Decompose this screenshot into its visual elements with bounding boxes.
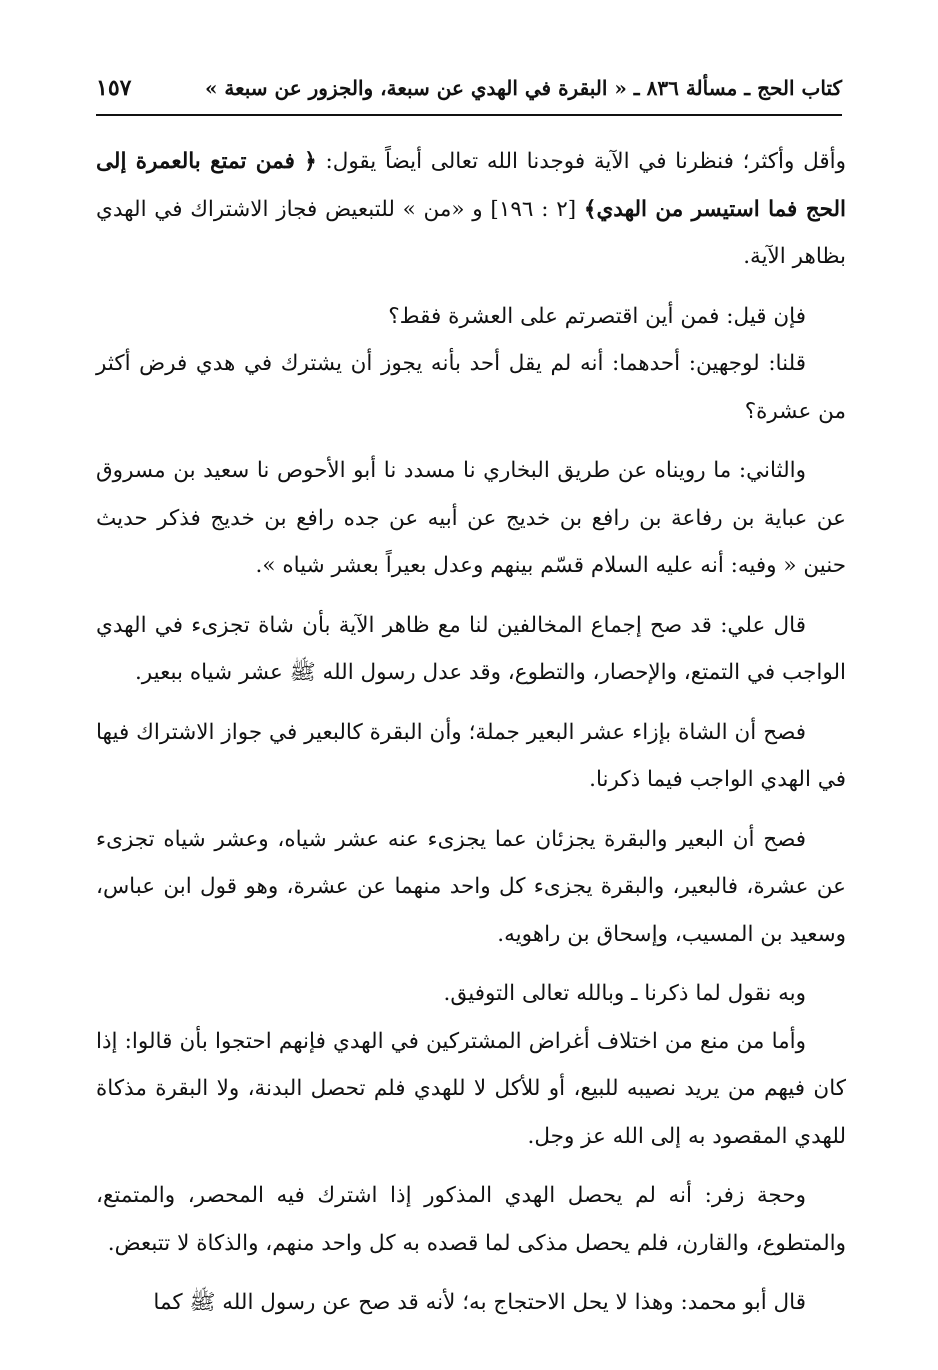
header-title: كتاب الحج ـ مسألة ٨٣٦ ـ « البقرة في الهدي عن سبعة، والجزور عن سبعة » bbox=[204, 76, 842, 100]
paragraph-7: فصح أن البعير والبقرة يجزئان عما يجزىء عنه عشر شياه، وعشر شياه تجزىء عن عشرة، فالبعير، والبقرة يجزىء كل واحد منهما عن عشرة، وهو قول ابن عباس، وسعيد بن المسيب، وإسحاق بن راهويه. bbox=[96, 826, 846, 947]
paragraph-1 bbox=[96, 138, 846, 281]
paragraph-1-intro: وأقل وأكثر؛ فنظرنا في الآية فوجدنا الله تعالى أيضاً يقول: bbox=[316, 149, 846, 174]
paragraph-1-rest: [٢ : ١٩٦] و «من » للتبعيض فجاز الاشتراك في الهدي بظاهر الآية. bbox=[96, 196, 846, 269]
body-text bbox=[96, 138, 846, 1339]
paragraph-9: وأما من منع من اختلاف أغراض المشتركين في الهدي فإنهم احتجوا بأن قالوا: إذا كان فيهم من يريد نصيبه للبيع، أو للأكل لا للهدي فلم تحصل البدنة، ولا البقرة مذكاة للهدي المقصود به إلى الله عز وجل. bbox=[96, 1028, 846, 1149]
paragraph-6: فصح أن الشاة بإزاء عشر البعير جملة؛ وأن البقرة كالبعير في جواز الاشتراك فيها في الهدي الواجب فيما ذكرنا. bbox=[96, 719, 846, 792]
running-header bbox=[96, 62, 842, 116]
paragraph-5: قال علي: قد صح إجماع المخالفين لنا مع ظاهر الآية بأن شاة تجزىء في الهدي الواجب في التمتع، والإحصار، والتطوع، وقد عدل رسول الله ﷺ عشر شياه ببعير. bbox=[96, 612, 846, 685]
paragraph-3: قلنا: لوجهين: أحدهما: أنه لم يقل أحد بأنه يجوز أن يشترك في هدي فرض أكثر من عشرة؟ bbox=[96, 351, 846, 424]
paragraph-4: والثاني: ما رويناه عن طريق البخاري نا مسدد نا أبو الأحوص نا سعيد بن مسروق عن عباية بن رفاعة بن رافع بن خديج عن أبيه عن جده رافع بن خديج فذكر حديث حنين « وفيه: أنه عليه السلام قسّم بينهم وعدل بعيراً بعشر شياه ». bbox=[96, 458, 846, 578]
quran-quote: ﴿ فمن تمتع بالعمرة إلى الحج فما استيسر من الهدي﴾ bbox=[96, 149, 846, 222]
paragraph-11: قال أبو محمد: وهذا لا يحل الاحتجاج به؛ لأنه قد صح عن رسول الله ﷺ كما bbox=[153, 1290, 806, 1315]
page-number: ١٥٧ bbox=[96, 75, 132, 101]
paragraph-10: وحجة زفر: أنه لم يحصل الهدي المذكور إذا اشترك فيه المحصر، والمتمتع، والمتطوع، والقارن، فلم يحصل مذكى لما قصده به كل واحد منهم، والذكاة لا تتبعض. bbox=[96, 1183, 846, 1256]
paragraph-2: فإن قيل: فمن أين اقتصرتم على العشرة فقط؟ bbox=[388, 303, 806, 329]
paragraph-8: وبه نقول لما ذكرنا ـ وبالله تعالى التوفيق. bbox=[443, 981, 806, 1006]
